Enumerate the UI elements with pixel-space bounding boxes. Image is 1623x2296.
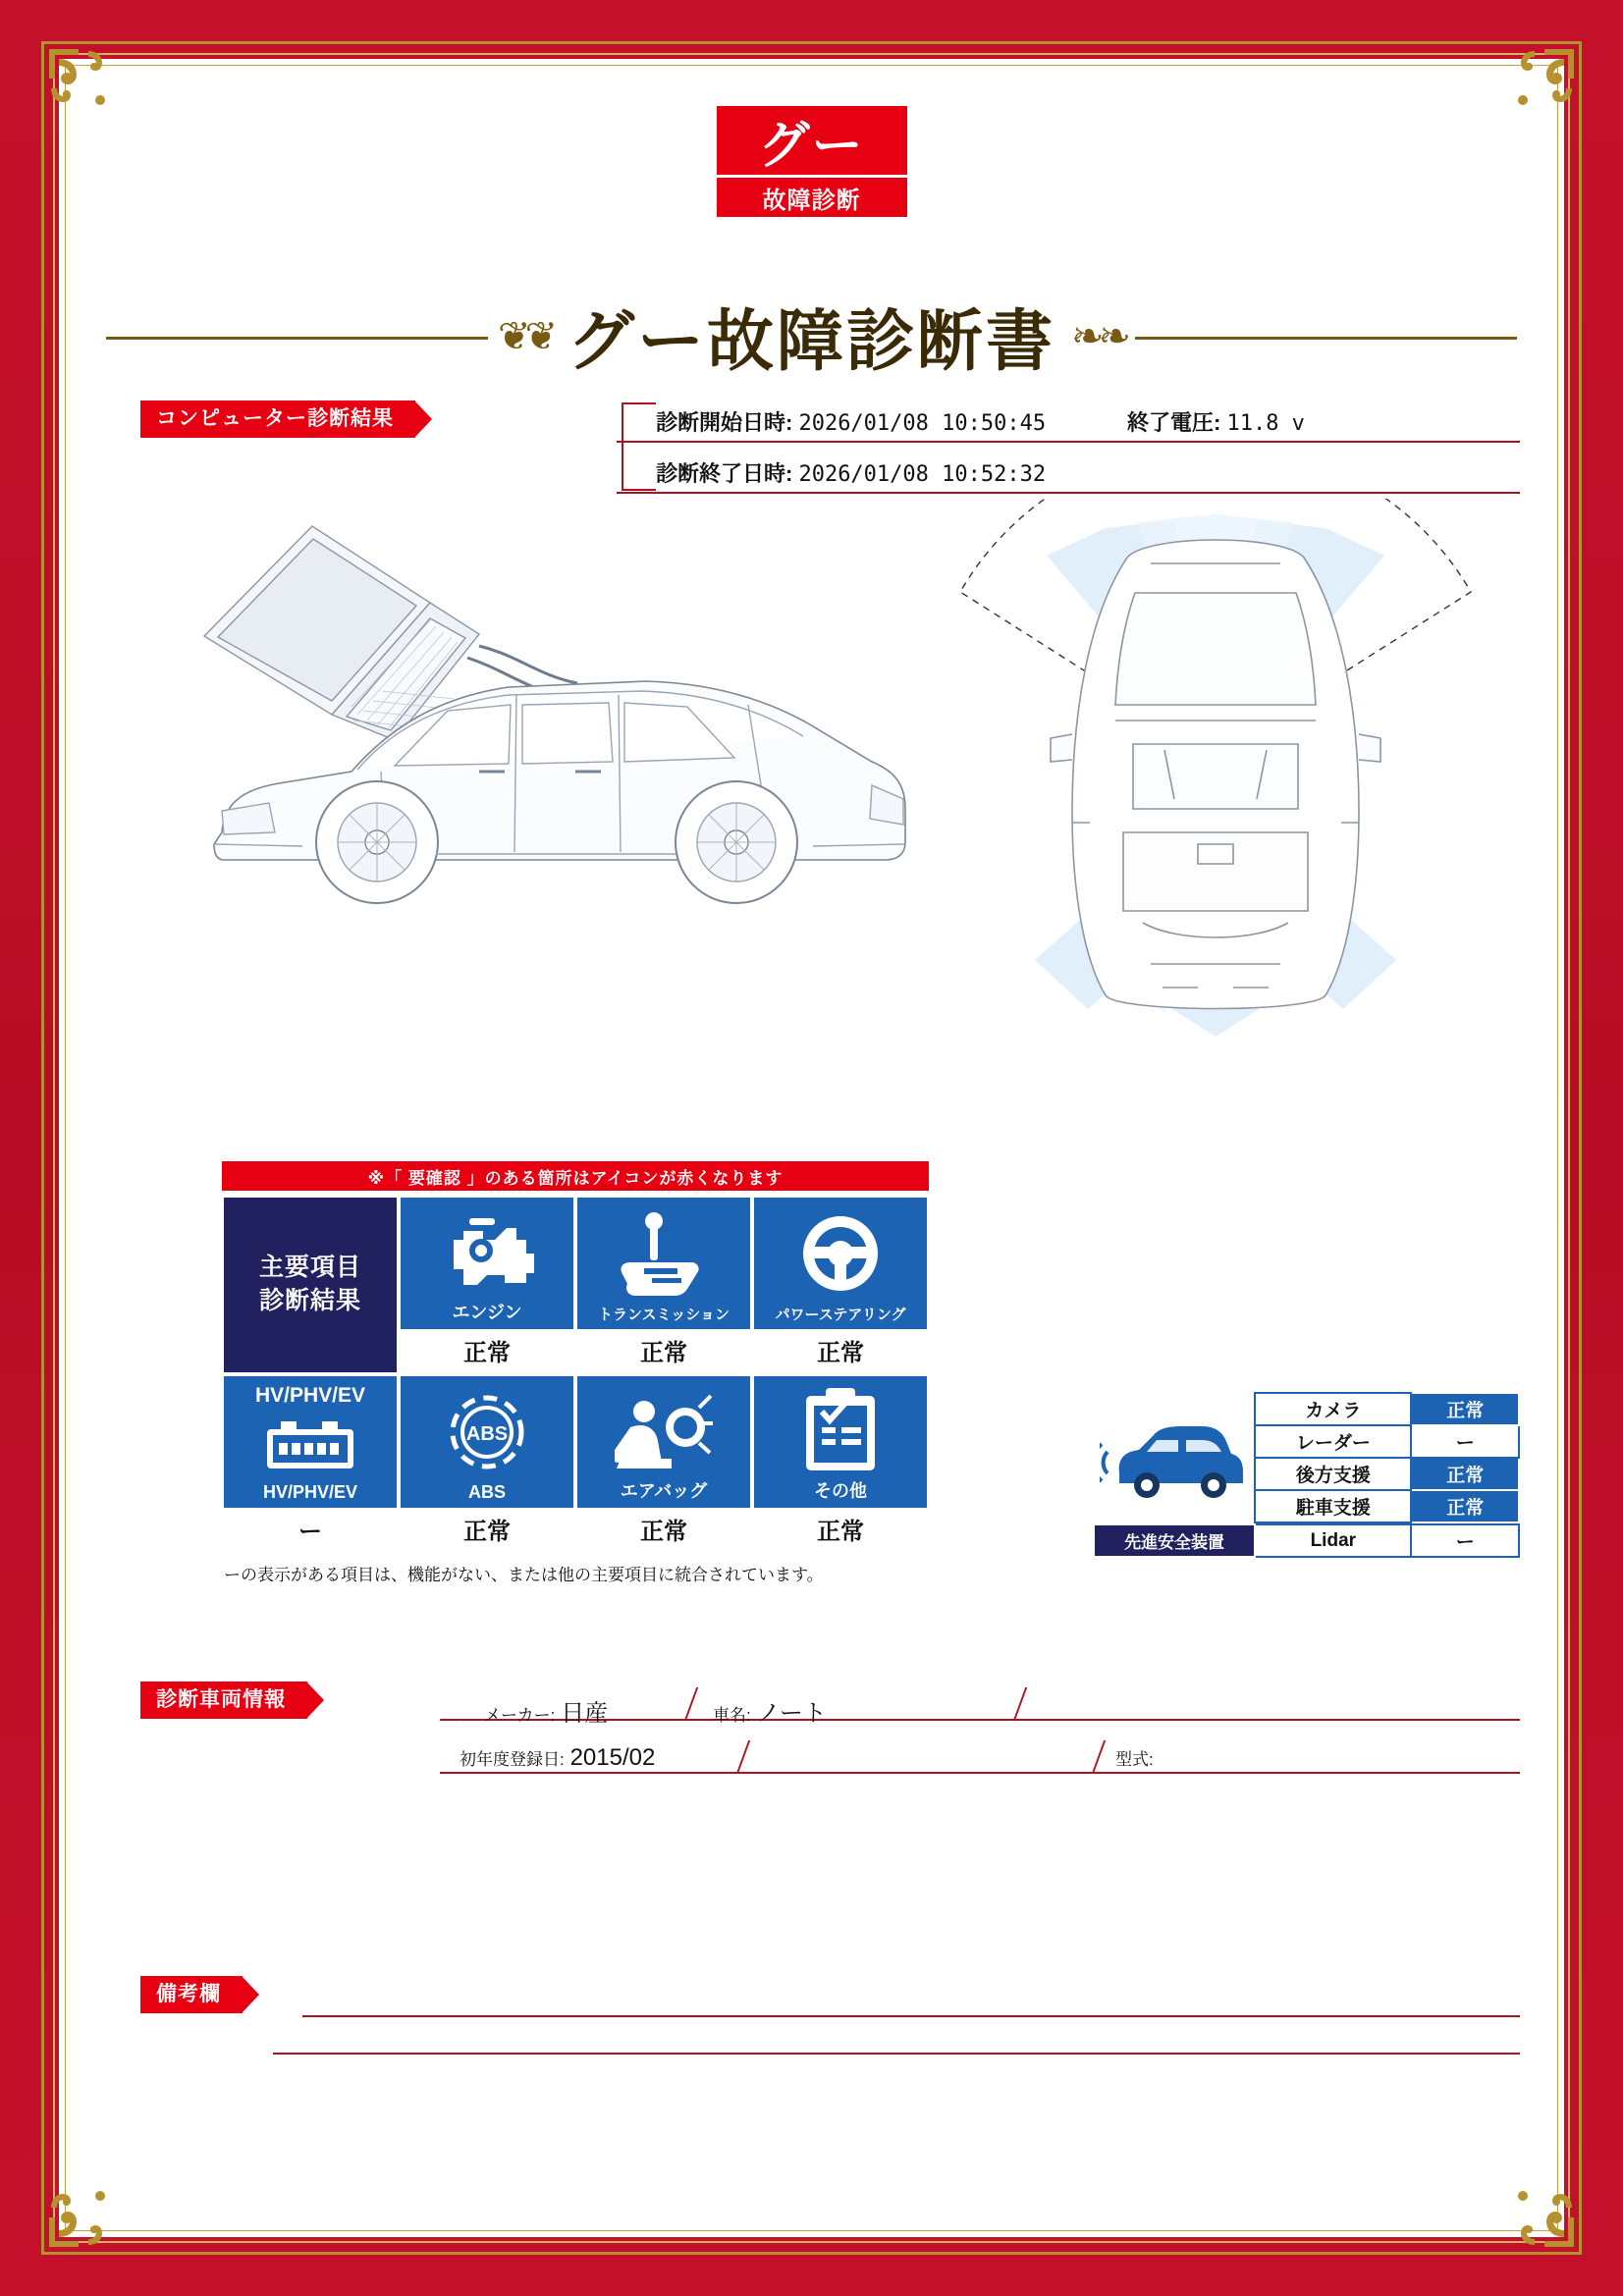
goo-logo [717,106,907,217]
model-value: ノート [756,1700,827,1727]
other-icon [754,1376,927,1477]
document-content [77,77,1546,2219]
item-hv-label: HV/PHV/EV [262,1482,358,1502]
grid-footnote: ーの表示がある項目は、機能がない、または他の主要項目に統合されています。 [224,1566,824,1584]
maker-label: メーカー: [484,1706,556,1725]
type-label: 型式: [1115,1750,1154,1769]
item-power-steering [752,1196,929,1374]
vehicle-info-flag [140,1682,307,1719]
svg-text:ABS: ABS [465,1423,509,1445]
end-datetime-value: 2026/01/08 10:52:32 [798,462,1047,487]
item-other [752,1374,929,1553]
logo-sub-text: 故障診断 [717,178,907,217]
item-abs-status: 正常 [401,1506,573,1551]
item-abs [399,1374,575,1553]
vehicle-info-rule-1-lead [440,1719,460,1721]
item-power-steering-status: 正常 [754,1327,927,1372]
item-abs-label: ABS [467,1482,506,1502]
diagnosis-start-rule [617,441,1520,443]
table-row [1255,1393,1519,1425]
vehicle-info-divider-1 [684,1687,698,1721]
adas-section-label: 先進安全装置 [1094,1524,1255,1557]
adas-label-radar: レーダー [1255,1425,1411,1458]
main-items-header-line2: 診断結果 [258,1287,361,1314]
remarks-label: 備考欄 [140,1976,243,2013]
adas-car-icon [1093,1392,1254,1523]
item-transmission-status: 正常 [577,1327,750,1372]
item-transmission-label: トランスミッション [598,1307,730,1323]
item-airbag [575,1374,752,1553]
adas-label-camera: カメラ [1255,1393,1411,1425]
icon-notice-bar: ※「 要確認 」のある箇所はアイコンが赤くなります [222,1161,929,1191]
table-row [1255,1425,1519,1458]
remarks-flag [140,1976,243,2013]
remarks-rule-1 [302,2015,1520,2017]
diagnosis-end-line [106,452,1520,491]
hv-phv-ev-icon [224,1410,397,1482]
vehicle-info-divider-2 [1013,1687,1027,1721]
item-engine [399,1196,575,1374]
transmission-icon [577,1198,750,1304]
engine-icon [401,1198,573,1299]
table-row [1255,1458,1519,1490]
item-airbag-status: 正常 [577,1506,750,1551]
item-transmission [575,1196,752,1374]
power-steering-icon [754,1198,927,1304]
abs-icon [401,1376,573,1482]
adas-value-lidar: ー [1411,1524,1519,1557]
diagnosis-end-rule [617,492,1520,494]
page-title: グー故障診断書 [568,303,1056,381]
item-other-label: その他 [814,1481,867,1501]
title-ornament-right-icon: ❧❧ [1071,314,1126,358]
logo-mark-text: グー [717,106,907,175]
computer-diagnosis-label: コンピューター診断結果 [140,400,415,438]
airbag-icon [577,1376,750,1477]
item-other-status: 正常 [754,1506,927,1551]
start-datetime-label: 診断開始日時: [656,410,793,435]
item-hv-top-label: HV/PHV/EV [254,1384,366,1407]
car-top-view-illustration [941,499,1490,1048]
vehicle-info-rule-2 [440,1772,1520,1774]
vehicle-info-rule-1 [460,1719,1520,1721]
adas-label-rear-support: 後方支援 [1255,1458,1411,1490]
table-row [1094,1524,1519,1557]
item-engine-label: エンジン [452,1303,522,1322]
item-hv-phv-ev [222,1374,399,1553]
end-voltage-value: 11.8 v [1226,411,1305,436]
title-rule-left [106,337,488,340]
item-power-steering-label: パワーステアリング [775,1307,906,1323]
item-hv-status: ー [224,1506,397,1551]
end-datetime-label: 診断終了日時: [656,461,793,486]
diagnosis-start-line [106,400,1520,440]
adas-value-rear-support: 正常 [1411,1458,1519,1490]
adas-label-parking-support: 駐車支援 [1255,1490,1411,1522]
end-voltage-label: 終了電圧: [1127,410,1221,435]
title-rule-right [1135,337,1517,340]
start-datetime-value: 2026/01/08 10:50:45 [798,411,1047,436]
adas-value-parking-support: 正常 [1411,1490,1519,1522]
adas-value-radar: ー [1411,1425,1519,1458]
main-items-grid [222,1196,929,1553]
vehicle-info-label: 診断車両情報 [140,1682,307,1719]
adas-value-camera: 正常 [1411,1393,1519,1425]
document-title-row [77,289,1546,384]
adas-table [1093,1392,1520,1558]
main-items-header [222,1196,399,1374]
item-engine-status: 正常 [401,1327,573,1372]
title-ornament-left-icon: ❦❦ [497,314,552,358]
table-row [1255,1490,1519,1522]
first-registration-label: 初年度登録日: [460,1750,565,1769]
adas-rows [1254,1392,1520,1523]
remarks-rule-2 [273,2053,1520,2055]
maker-value: 日産 [561,1700,609,1727]
adas-label-lidar: Lidar [1255,1524,1411,1557]
first-registration-value: 2015/02 [569,1744,656,1771]
item-airbag-label: エアバッグ [620,1481,708,1501]
adas-footer-row [1093,1523,1520,1558]
vehicle-info-divider-3 [736,1740,750,1774]
car-side-view-illustration [185,508,931,950]
diagnosis-bracket [617,400,660,493]
model-label: 車名: [713,1706,751,1725]
vehicle-info-divider-4 [1092,1740,1106,1774]
main-items-header-line1: 主要項目 [258,1254,361,1282]
vehicle-info-section [106,1682,1520,1809]
